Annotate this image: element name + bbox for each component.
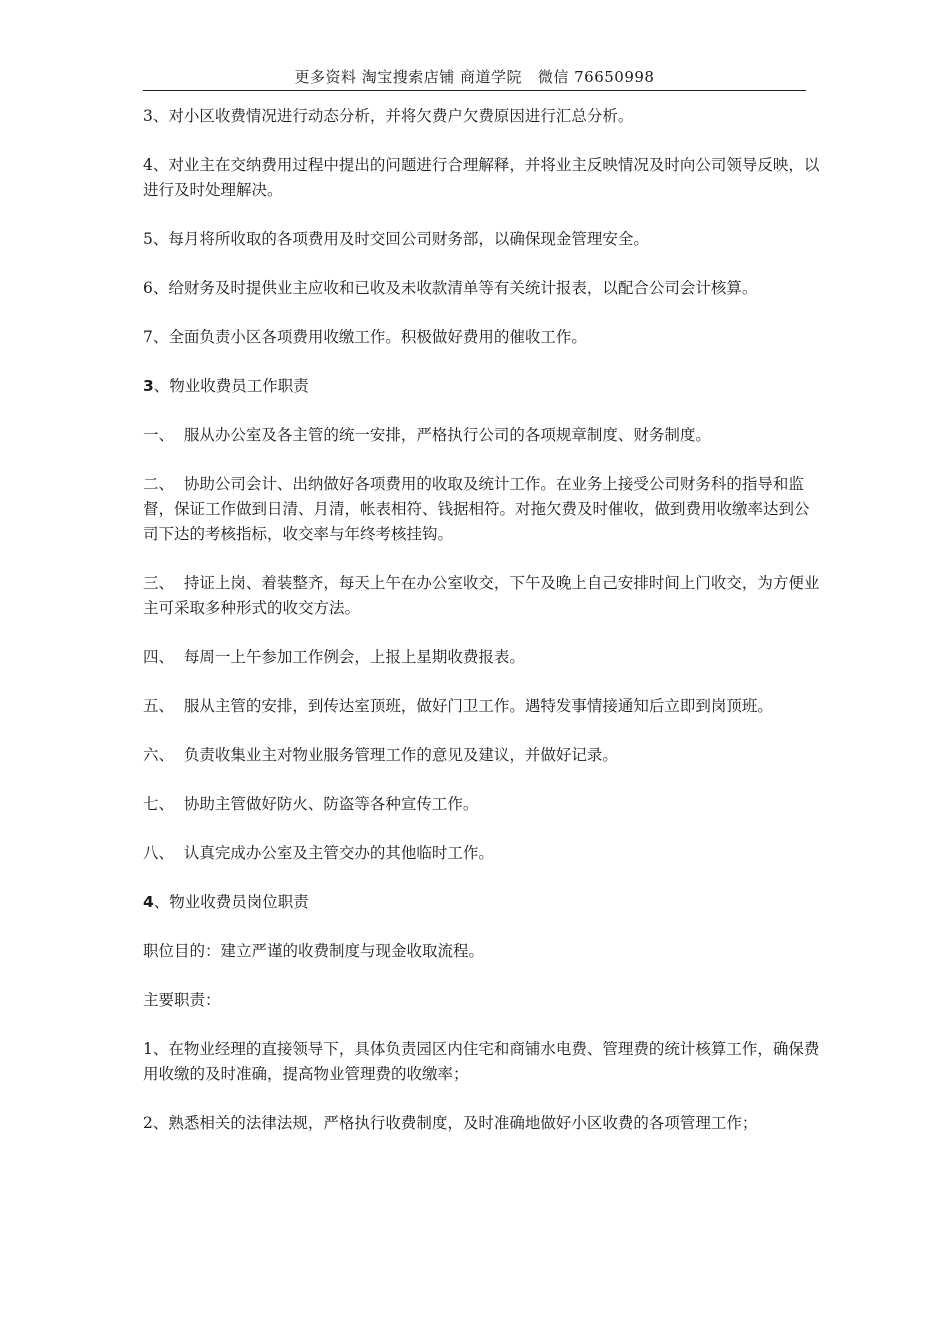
paragraph-item-5: 5、每月将所收取的各项费用及时交回公司财务部，以确保现金管理安全。	[143, 230, 649, 248]
paragraph-item-7: 7、全面负责小区各项费用收缴工作。积极做好费用的催收工作。	[143, 328, 587, 346]
section-number: 4	[143, 893, 154, 911]
duty-item-2: 二、 协助公司会计、出纳做好各项费用的收取及统计工作。在业务上接受公司财务科的指导和监督，保证工作做到日清、月清，帐表相符、钱据相符。对拖欠费及时催收，做到费用收缴率达到公司下达的考核指标，收交率与年终考核挂钩。	[143, 475, 810, 543]
main-duties-label: 主要职责：	[143, 991, 221, 1009]
duty-item-1: 一、 服从办公室及各主管的统一安排，严格执行公司的各项规章制度、财务制度。	[143, 426, 711, 444]
main-duty-item-2: 2、熟悉相关的法律法规，严格执行收费制度，及时准确地做好小区收费的各项管理工作；	[143, 1114, 758, 1132]
section-title: 、物业收费员岗位职责	[153, 893, 309, 911]
duty-item-5: 五、 服从主管的安排，到传达室顶班，做好门卫工作。遇特发事情接通知后立即到岗顶班。	[143, 697, 773, 715]
page-header: 更多资料 淘宝搜索店铺 商道学院 微信 76650998	[143, 66, 806, 91]
duty-item-4: 四、 每周一上午参加工作例会，上报上星期收费报表。	[143, 648, 525, 666]
duty-item-8: 八、 认真完成办公室及主管交办的其他临时工作。	[143, 844, 494, 862]
paragraph-item-6: 6、给财务及时提供业主应收和已收及未收款清单等有关统计报表，以配合公司会计核算。	[143, 279, 758, 297]
duty-item-3: 三、 持证上岗、着装整齐，每天上午在办公室收交，下午及晚上自己安排时间上门收交，为方便业主可采取多种形式的收交方法。	[143, 574, 820, 617]
position-purpose: 职位目的：建立严谨的收费制度与现金收取流程。	[143, 942, 485, 960]
paragraph-item-4: 4、对业主在交纳费用过程中提出的问题进行合理解释，并将业主反映情况及时向公司领导反映，以进行及时处理解决。	[143, 156, 820, 199]
section-number: 3	[143, 377, 154, 395]
section-heading-3	[143, 374, 823, 399]
document-body	[143, 104, 823, 1160]
main-duty-item-1: 1、在物业经理的直接领导下，具体负责园区内住宅和商铺水电费、管理费的统计核算工作，确保费用收缴的及时准确，提高物业管理费的收缴率；	[143, 1040, 820, 1083]
duty-item-6: 六、 负责收集业主对物业服务管理工作的意见及建议，并做好记录。	[143, 746, 618, 764]
section-heading-4	[143, 890, 823, 915]
paragraph-item-3: 3、对小区收费情况进行动态分析，并将欠费户欠费原因进行汇总分析。	[143, 107, 634, 125]
section-title: 、物业收费员工作职责	[153, 377, 309, 395]
duty-item-7: 七、 协助主管做好防火、防盗等各种宣传工作。	[143, 795, 479, 813]
